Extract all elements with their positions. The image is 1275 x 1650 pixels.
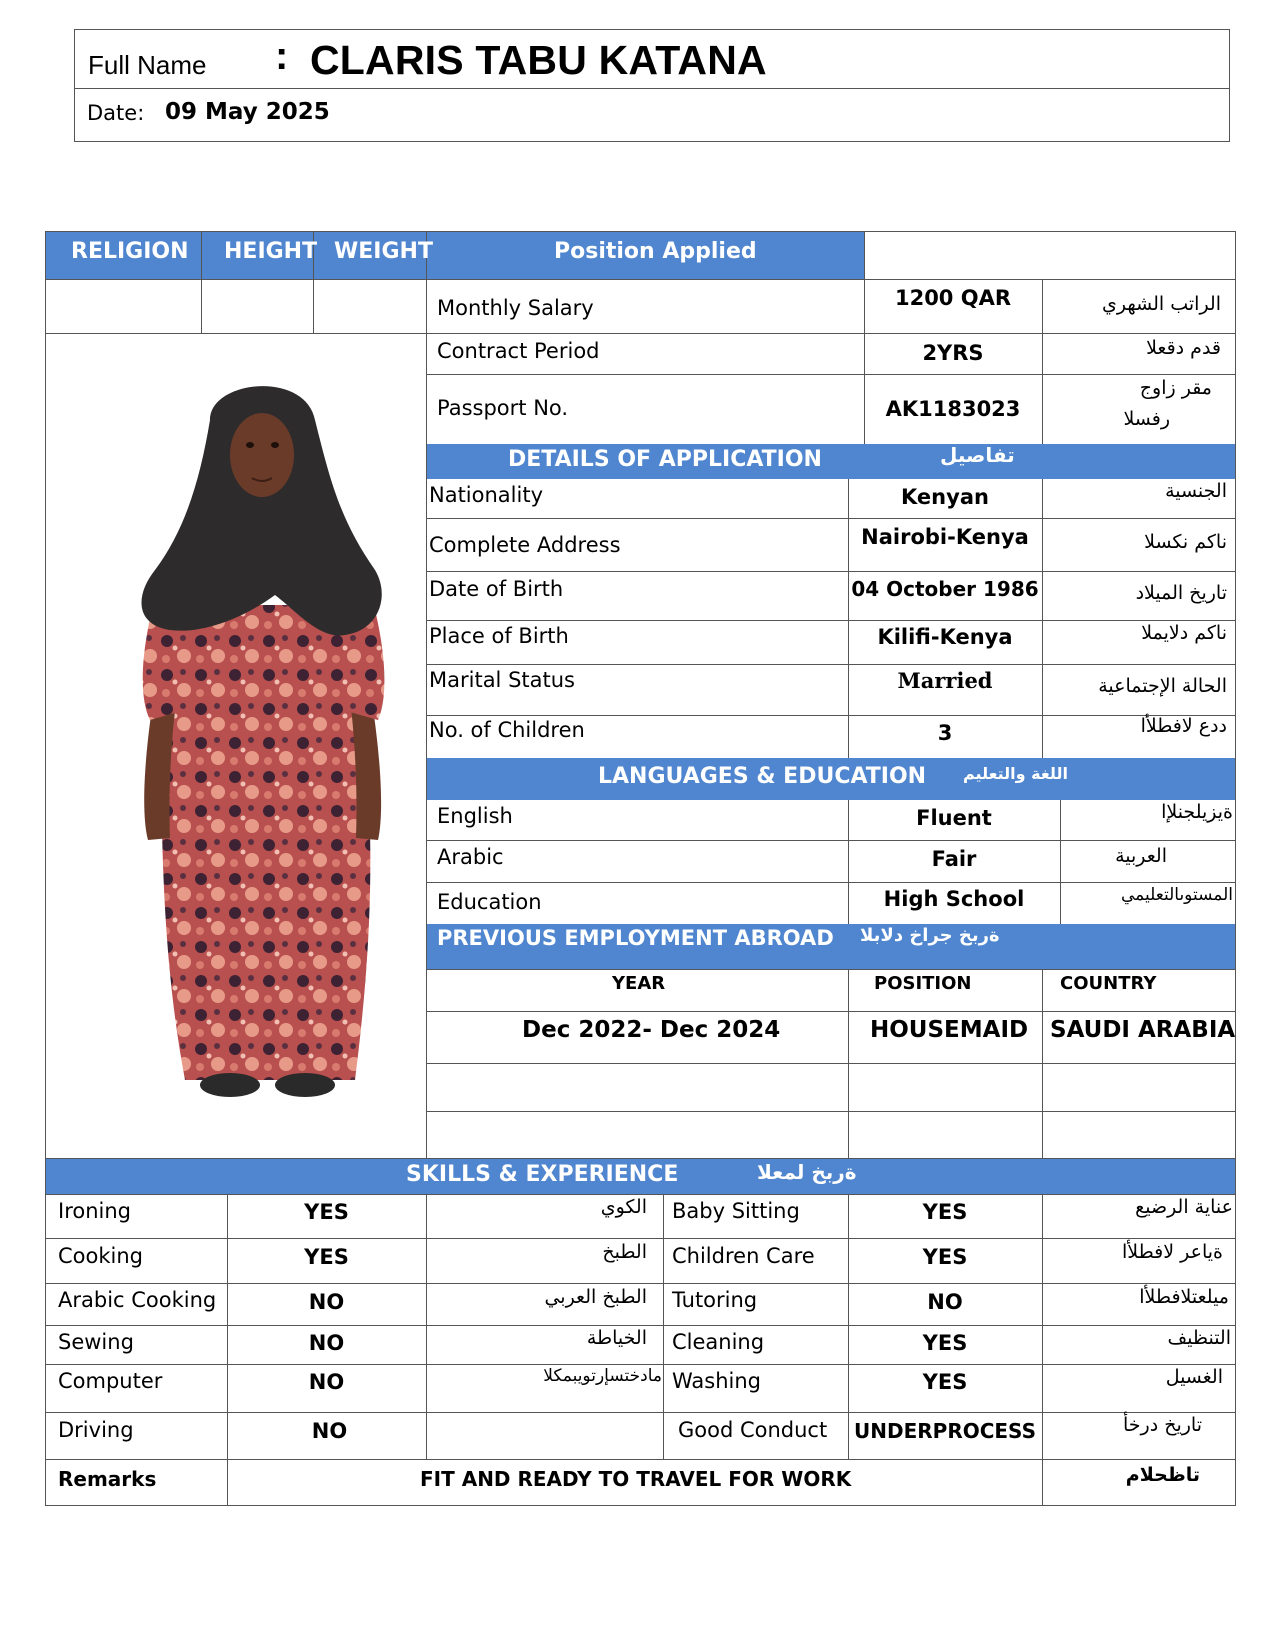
grid-line <box>426 1111 1236 1112</box>
grid-line <box>45 1158 1236 1159</box>
grid-line <box>1235 231 1236 1506</box>
skill-washing-arabic: الغسيل <box>1165 1366 1223 1388</box>
grid-line <box>426 882 1236 883</box>
position-applied-header: Position Applied <box>554 239 757 264</box>
skill-cooking-arabic: الطبخ <box>602 1241 647 1263</box>
contract-period-value: 2YRS <box>922 341 984 365</box>
marital-status-value: Married <box>897 668 993 693</box>
grid-line <box>45 231 1236 232</box>
grid-line <box>45 1505 1236 1506</box>
skill-sewing-label: Sewing <box>58 1330 134 1354</box>
grid-line <box>1060 800 1061 924</box>
skill-sewing-value: NO <box>308 1331 345 1355</box>
grid-line <box>426 231 427 1158</box>
dob-label: Date of Birth <box>429 577 564 601</box>
skill-children-care-label: Children Care <box>672 1244 815 1268</box>
marital-status-arabic: الحالة الإجتماعية <box>1098 675 1227 697</box>
address-value: Nairobi-Kenya <box>861 525 1029 549</box>
grid-line <box>45 1238 1236 1239</box>
height-header: HEIGHT <box>224 239 318 264</box>
religion-header: RELIGION <box>71 239 189 264</box>
skill-computer-value: NO <box>308 1370 345 1394</box>
details-title: DETAILS OF APPLICATION <box>508 447 822 472</box>
grid-line <box>45 279 1236 280</box>
date-value: 09 May 2025 <box>165 99 330 125</box>
dress-shape <box>162 605 371 1080</box>
skill-good-conduct-label: Good Conduct <box>678 1418 828 1442</box>
skill-ironing-arabic: الكوي <box>600 1196 647 1218</box>
contract-period-arabic: قدم دقعلا <box>1146 337 1221 359</box>
grid-line <box>426 715 1236 716</box>
grid-line <box>1042 1194 1043 1505</box>
skill-computer-arabic: مادختسإرتويبمكلا <box>543 1366 662 1386</box>
person-photo <box>90 360 400 1140</box>
skill-ironing-value: YES <box>304 1200 349 1224</box>
education-value: High School <box>883 887 1025 911</box>
skill-arabic-cooking-value: NO <box>308 1290 345 1314</box>
pob-arabic: ناكم دلايملا <box>1141 622 1227 644</box>
grid-line <box>1042 279 1043 444</box>
skills-title-arabic: ةربخ لمعلا <box>757 1160 857 1184</box>
skill-tutoring-label: Tutoring <box>672 1288 758 1312</box>
employment-year-header: YEAR <box>612 973 666 994</box>
skill-good-conduct-value: UNDERPROCESS <box>854 1419 1036 1443</box>
arabic-arabic: العربية <box>1115 845 1167 867</box>
grid-line <box>663 1194 664 1459</box>
employment-year-value: Dec 2022- Dec 2024 <box>522 1017 781 1043</box>
grid-line <box>45 1194 1236 1195</box>
skill-washing-value: YES <box>922 1370 968 1394</box>
skill-cleaning-arabic: التنظيف <box>1167 1327 1231 1349</box>
skill-tutoring-value: NO <box>927 1290 963 1314</box>
skill-baby-sitting-value: YES <box>922 1200 968 1224</box>
skill-arabic-cooking-label: Arabic Cooking <box>58 1288 217 1312</box>
skill-sewing-arabic: الخياطة <box>586 1327 647 1349</box>
children-label: No. of Children <box>429 718 585 742</box>
children-value: 3 <box>937 721 953 745</box>
skill-driving-label: Driving <box>58 1418 134 1442</box>
grid-line <box>45 1459 1236 1460</box>
skill-computer-label: Computer <box>58 1369 163 1393</box>
children-arabic: ددع لافطلأا <box>1140 715 1227 737</box>
employment-country-value: SAUDI ARABIA <box>1050 1017 1236 1043</box>
skill-driving-value: NO <box>311 1419 348 1443</box>
grid-line <box>426 1063 1236 1064</box>
arabic-value: Fair <box>931 847 977 871</box>
languages-title: LANGUAGES & EDUCATION <box>598 764 927 789</box>
skill-cooking-label: Cooking <box>58 1244 143 1268</box>
remarks-value: FIT AND READY TO TRAVEL FOR WORK <box>420 1467 852 1491</box>
grid-line <box>201 231 202 333</box>
remarks-arabic: تاظحلام <box>1125 1464 1200 1486</box>
grid-line <box>426 571 1236 572</box>
details-title-arabic: تفاصيل <box>940 443 1015 467</box>
marital-status-label: Marital Status <box>429 668 575 692</box>
monthly-salary-value: 1200 QAR <box>894 286 1012 310</box>
grid-line <box>426 664 1236 665</box>
grid-line <box>45 231 46 1506</box>
employment-position-header: POSITION <box>874 973 972 994</box>
header-box <box>74 29 1230 142</box>
education-label: Education <box>437 890 542 914</box>
passport-arabic-line2: رفسلا <box>1123 408 1170 430</box>
grid-line <box>426 374 1236 375</box>
grid-line <box>45 1325 1236 1326</box>
grid-line <box>426 620 1236 621</box>
education-arabic: المستوىالتعليمي <box>1121 885 1233 905</box>
english-value: Fluent <box>916 806 992 830</box>
monthly-salary-label: Monthly Salary <box>437 296 594 320</box>
grid-line <box>848 479 849 758</box>
employment-country-header: COUNTRY <box>1060 973 1157 994</box>
arabic-label: Arabic <box>437 845 504 869</box>
skill-baby-sitting-arabic: عناية الرضيع <box>1135 1196 1233 1218</box>
pob-label: Place of Birth <box>429 624 569 648</box>
skill-washing-label: Washing <box>672 1369 762 1393</box>
grid-line <box>45 1283 1236 1284</box>
grid-line <box>426 518 1236 519</box>
english-label: English <box>437 804 513 828</box>
grid-line <box>45 333 1236 334</box>
languages-title-arabic: اللغة والتعليم <box>963 764 1068 783</box>
skill-tutoring-arabic: ميلعتلافطلأا <box>1139 1286 1229 1308</box>
skills-title: SKILLS & EXPERIENCE <box>406 1162 679 1187</box>
address-arabic: ناكم نكسلا <box>1144 531 1227 553</box>
grid-line <box>426 969 1236 970</box>
date-row <box>75 89 1229 142</box>
contract-period-label: Contract Period <box>437 339 600 363</box>
skill-children-care-arabic: ةياعر لافطلأا <box>1121 1241 1223 1263</box>
dob-value: 04 October 1986 <box>851 577 1039 601</box>
skill-baby-sitting-label: Baby Sitting <box>672 1199 800 1223</box>
monthly-salary-arabic: الراتب الشهري <box>1102 293 1221 315</box>
nationality-arabic: الجنسية <box>1165 480 1227 502</box>
nationality-label: Nationality <box>429 483 544 507</box>
full-name-label: Full Name <box>88 50 207 80</box>
employment-title-arabic: ةربخ جراخ دلابلا <box>860 925 1000 946</box>
full-name-colon: : <box>275 34 289 78</box>
skill-children-care-value: YES <box>922 1245 968 1269</box>
employment-position-value: HOUSEMAID <box>870 1017 1029 1043</box>
employment-title: PREVIOUS EMPLOYMENT ABROAD <box>437 926 834 950</box>
address-label: Complete Address <box>429 533 621 557</box>
grid-line <box>426 840 1236 841</box>
date-label: Date: <box>87 101 145 125</box>
english-arabic: ةيزيلجنلإا <box>1161 801 1233 823</box>
skill-good-conduct-arabic: تاريخ درخأ <box>1122 1414 1202 1436</box>
skill-cleaning-value: YES <box>922 1331 968 1355</box>
skill-arabic-cooking-arabic: الطبخ العربي <box>544 1286 647 1308</box>
face-shape <box>230 413 294 497</box>
passport-value: AK1183023 <box>885 397 1021 421</box>
grid-line <box>426 1011 1236 1012</box>
grid-line <box>45 1364 1236 1365</box>
remarks-label: Remarks <box>58 1467 157 1491</box>
nationality-value: Kenyan <box>901 485 989 509</box>
grid-line <box>45 1412 1236 1413</box>
full-name-row <box>75 30 1229 89</box>
dob-arabic: تاريخ الميلاد <box>1135 582 1227 604</box>
weight-header: WEIGHT <box>334 239 433 264</box>
skill-cleaning-label: Cleaning <box>672 1330 765 1354</box>
passport-arabic-line1: مقر زاوج <box>1139 377 1212 399</box>
full-name-value: CLARIS TABU KATANA <box>310 37 767 83</box>
passport-label: Passport No. <box>437 396 569 420</box>
skill-ironing-label: Ironing <box>58 1199 131 1223</box>
grid-line <box>1042 479 1043 758</box>
pob-value: Kilifi-Kenya <box>877 625 1013 649</box>
skill-cooking-value: YES <box>304 1245 349 1269</box>
